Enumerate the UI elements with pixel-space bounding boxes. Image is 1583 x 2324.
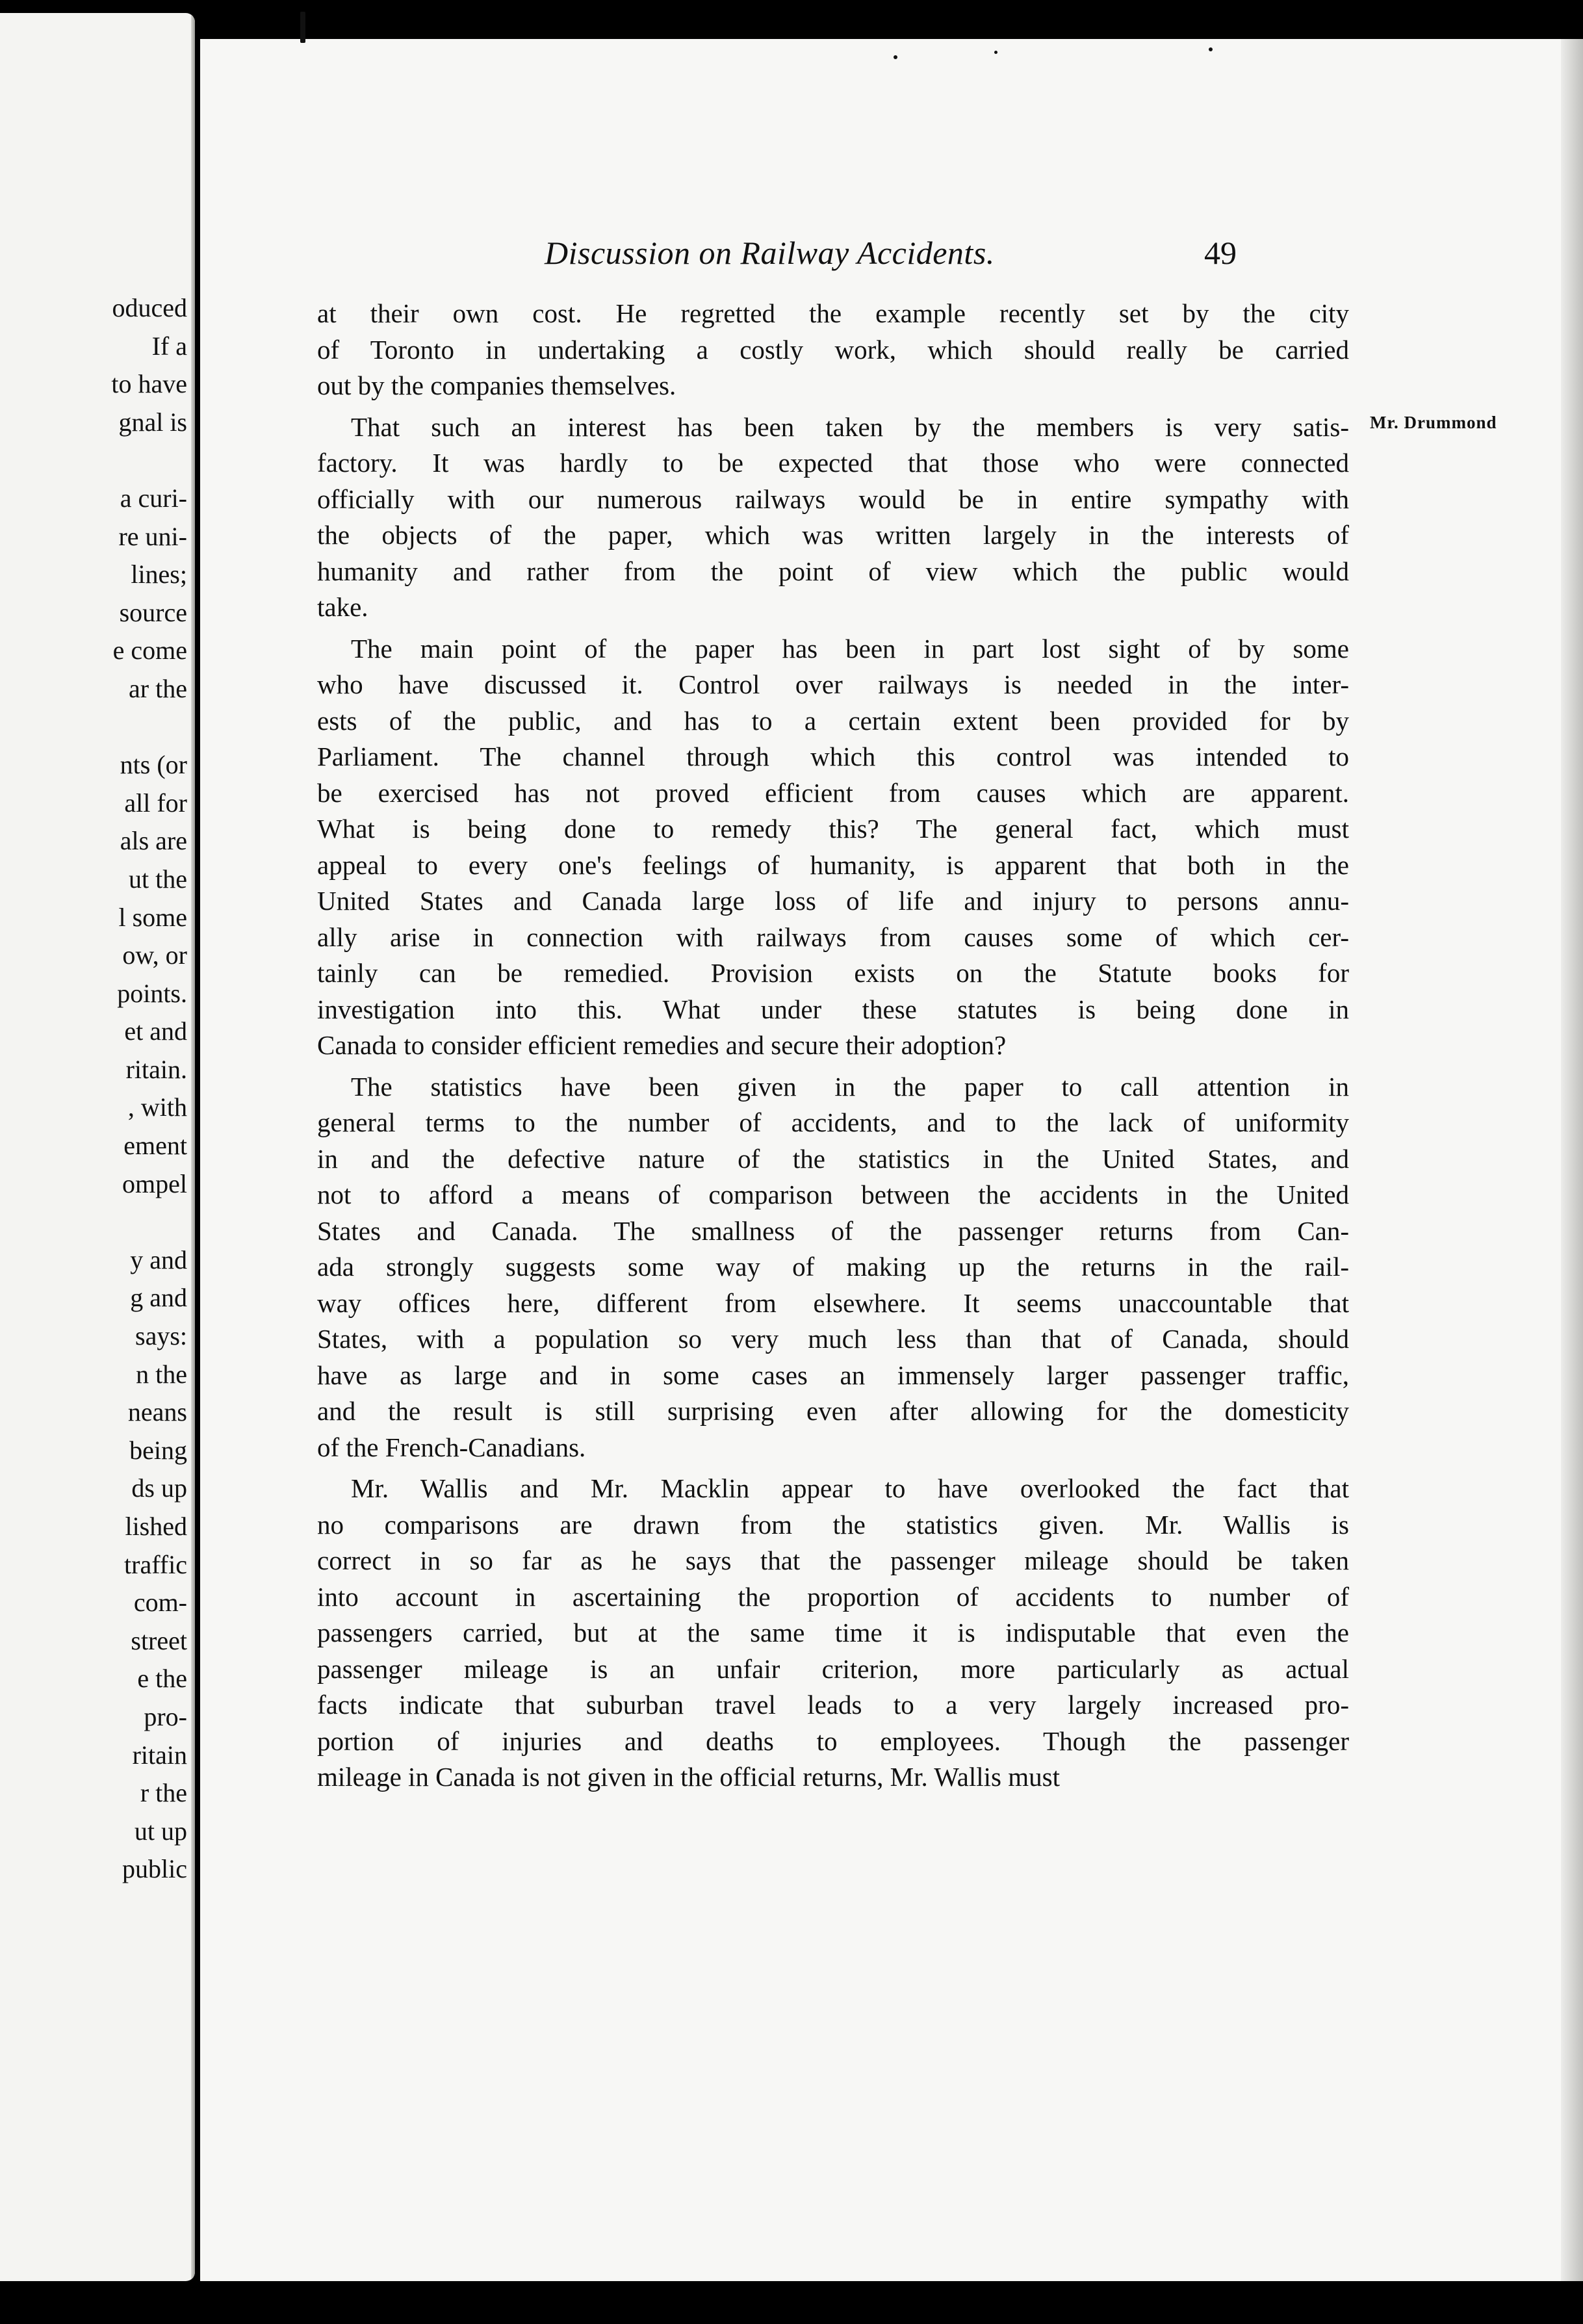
scan-speck xyxy=(1209,47,1213,51)
facing-page-line: to have xyxy=(111,369,187,399)
text-line: That such an interest has been taken by the members is very satis- xyxy=(351,411,1349,442)
facing-page-line: neans xyxy=(127,1397,187,1427)
facing-page-line: l some xyxy=(118,902,187,932)
text-line: no comparisons are drawn from the statistics given. Mr. Wallis is xyxy=(317,1509,1349,1540)
facing-page-line xyxy=(0,708,187,747)
facing-page-line: points. xyxy=(117,978,187,1008)
scan-speck xyxy=(300,12,305,43)
facing-page-line: ut up xyxy=(134,1816,187,1846)
facing-page-line: public xyxy=(122,1854,187,1884)
text-line: Parliament. The channel through which this control was intended to xyxy=(317,742,1349,771)
facing-page-line: a curi- xyxy=(120,483,187,513)
page xyxy=(200,39,1583,2281)
text-line: States and Canada. The smallness of the passenger returns from Can- xyxy=(317,1215,1349,1246)
running-head: Discussion on Railway Accidents. xyxy=(545,235,995,271)
facing-page-line: nts (or xyxy=(120,750,187,780)
facing-page-line: re uni- xyxy=(118,521,187,551)
text-line: factory. It was hardly to be expected that those who were connected xyxy=(317,448,1349,478)
scan-speck xyxy=(894,55,897,59)
text-line: United States and Canada large loss of life and injury to persons annu- xyxy=(317,886,1349,916)
facing-page-line: pro- xyxy=(144,1701,187,1731)
text-line: Canada to consider efficient remedies and secure their adoption? xyxy=(317,1030,1007,1060)
facing-page-line: oduced xyxy=(112,293,187,322)
facing-page-line: r the xyxy=(140,1778,187,1808)
text-line: correct in so far as he says that the passenger mileage should be taken xyxy=(317,1545,1349,1575)
facing-page-line: ow, or xyxy=(122,940,187,970)
facing-page-line: ds up xyxy=(131,1473,187,1503)
text-line: not to afford a means of comparison between the accidents in the United xyxy=(317,1180,1349,1209)
facing-page-line: ritain xyxy=(132,1740,187,1770)
facing-page-line xyxy=(0,441,187,480)
text-line: The statistics have been given in the paper to call attention in xyxy=(351,1071,1349,1102)
facing-page-line: street xyxy=(131,1625,187,1655)
text-line: have as large and in some cases an immensely larger passenger traffic, xyxy=(317,1360,1349,1390)
text-line: Mr. Wallis and Mr. Macklin appear to have overlooked the fact that xyxy=(351,1473,1349,1503)
text-line: States, with a population so very much less than that of Canada, should xyxy=(317,1324,1349,1354)
text-line: take. xyxy=(317,592,368,622)
facing-page-line: n the xyxy=(136,1359,187,1389)
facing-page-line: g and xyxy=(130,1283,187,1313)
facing-page-text xyxy=(0,289,187,1889)
facing-page-line: ompel xyxy=(122,1168,187,1198)
paragraph xyxy=(317,296,1349,404)
text-line: of the French-Canadians. xyxy=(317,1432,586,1462)
text-line: officially with our numerous railways would be in entire sympathy with xyxy=(317,484,1349,514)
facing-page-line: traffic xyxy=(124,1549,187,1579)
text-line: appeal to every one's feelings of humanity, is apparent that both in the xyxy=(317,849,1349,880)
facing-page xyxy=(0,13,195,2281)
text-line: ests of the public, and has to a certain extent been provided for by xyxy=(317,705,1349,736)
facing-page-line: lines; xyxy=(131,560,187,589)
scan-speck xyxy=(994,51,997,54)
text-line: passenger mileage is an unfair criterion, more particularly as actual xyxy=(317,1653,1349,1684)
text-line: into account in ascertaining the proportion of accidents to number of xyxy=(317,1581,1349,1612)
paragraph xyxy=(317,631,1349,1064)
facing-page-line xyxy=(0,1203,187,1241)
text-line: of Toronto in undertaking a costly work, which should really be carried xyxy=(317,334,1349,365)
text-line: in and the defective nature of the statistics in the United States, and xyxy=(317,1143,1349,1174)
facing-page-line: all for xyxy=(124,788,187,818)
page-header xyxy=(200,234,1344,279)
facing-page-line: , with xyxy=(127,1092,187,1122)
facing-page-line: ut the xyxy=(129,864,187,894)
facing-page-edge xyxy=(191,13,195,2281)
facing-page-line: If a xyxy=(151,331,187,361)
facing-page-line: ritain. xyxy=(125,1054,187,1084)
text-line: out by the companies themselves. xyxy=(317,370,676,400)
page-edge xyxy=(1561,39,1583,2281)
facing-page-line: ement xyxy=(123,1131,187,1161)
text-line: The main point of the paper has been in part lost sight of by some xyxy=(351,633,1349,664)
paragraph xyxy=(317,1471,1349,1796)
text-line: be exercised has not proved efficient from causes which are apparent. xyxy=(317,777,1349,808)
facing-page-line: ar the xyxy=(129,673,187,703)
text-line: facts indicate that suburban travel leads to a very largely increased pro- xyxy=(317,1690,1349,1720)
body-text xyxy=(317,296,1349,1801)
text-line: and the result is still surprising even after allowing for the domesticity xyxy=(317,1396,1349,1426)
text-line: mileage in Canada is not given in the official returns, Mr. Wallis must xyxy=(317,1762,1060,1792)
text-line: at their own cost. He regretted the example recently set by the city xyxy=(317,298,1349,328)
text-line: ada strongly suggests some way of making up the returns in the rail- xyxy=(317,1252,1349,1282)
text-line: general terms to the number of accidents, and to the lack of uniformity xyxy=(317,1107,1349,1137)
facing-page-line: com- xyxy=(133,1588,187,1618)
paragraph xyxy=(317,409,1349,626)
facing-page-line: source xyxy=(119,597,187,627)
facing-page-line: et and xyxy=(124,1016,187,1046)
facing-page-line: e the xyxy=(137,1664,187,1694)
facing-page-line: y and xyxy=(130,1245,187,1274)
marginal-note: Mr. Drummond xyxy=(1370,413,1497,432)
facing-page-line: gnal is xyxy=(118,407,187,437)
text-line: who have discussed it. Control over railways is needed in the inter- xyxy=(317,669,1349,699)
text-line: ally arise in connection with railways from causes some of which cer- xyxy=(317,922,1349,952)
facing-page-line: e come xyxy=(112,636,187,665)
facing-page-line: says: xyxy=(135,1321,187,1351)
text-line: tainly can be remedied. Provision exists on the Statute books for xyxy=(317,958,1349,988)
text-line: the objects of the paper, which was written largely in the interests of xyxy=(317,520,1349,550)
paragraph xyxy=(317,1069,1349,1466)
facing-page-line: being xyxy=(129,1435,187,1465)
text-line: passengers carried, but at the same time it is indisputable that even the xyxy=(317,1618,1349,1647)
facing-page-line: als are xyxy=(120,826,187,856)
page-number: 49 xyxy=(1204,235,1237,271)
text-line: investigation into this. What under these statutes is being done in xyxy=(317,994,1349,1024)
text-line: humanity and rather from the point of view which the public would xyxy=(317,556,1349,586)
text-line: What is being done to remedy this? The general fact, which must xyxy=(317,814,1349,844)
text-line: way offices here, different from elsewhere. It seems unaccountable that xyxy=(317,1287,1349,1318)
text-line: portion of injuries and deaths to employees. Though the passenger xyxy=(317,1725,1349,1756)
facing-page-line: lished xyxy=(125,1512,187,1541)
